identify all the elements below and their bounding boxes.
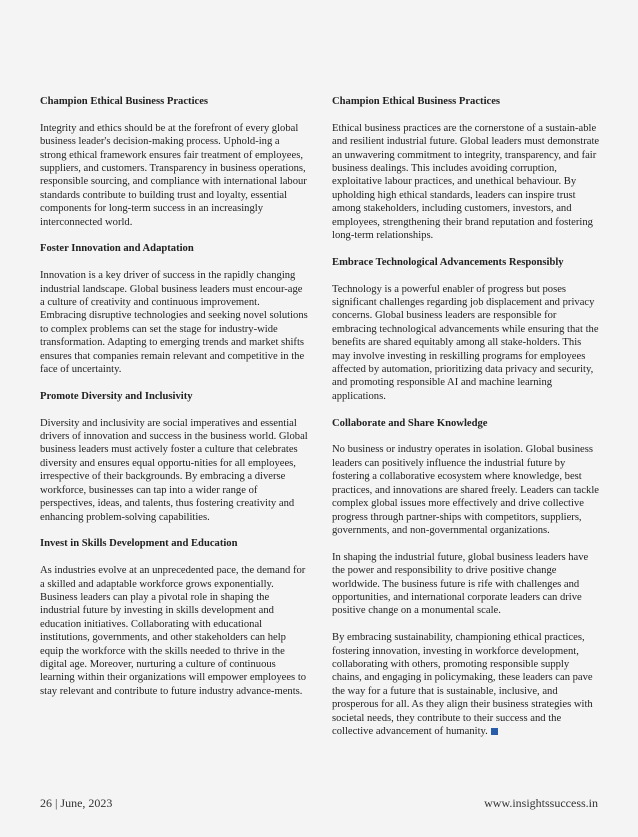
- section-heading: Promote Diversity and Inclusivity: [40, 390, 193, 402]
- section-paragraph: In shaping the industrial future, global business leaders have the power and responsibility to drive positive change worldwide. The business future is rife with challenges and opportunities, and international corporate leaders can drive positive change on a monumental scale.: [332, 551, 589, 617]
- right-column: [332, 95, 600, 785]
- section-paragraph: Innovation is a key driver of success in the rapidly changing industrial landscape. Global business leaders must encour-age a culture of creativity and continuous improvement. Embracing disruptive technologies and seeking novel solutions to complex problems can set the stage for industry-wide transformation. Adapting to emerging trends and market shifts ensures that companies remain relevant and competitive in the face of uncertainty.: [40, 270, 308, 376]
- section-heading: Invest in Skills Development and Education: [40, 538, 238, 550]
- website-url[interactable]: www.insightssuccess.in: [484, 796, 598, 810]
- section-heading: Champion Ethical Business Practices: [40, 96, 209, 107]
- section-heading: Collaborate and Share Knowledge: [332, 417, 488, 429]
- page-number-date: 26 | June, 2023: [40, 796, 113, 810]
- section-heading: Foster Innovation and Adaptation: [40, 243, 194, 255]
- article-end-square-icon: [491, 728, 498, 735]
- left-column: [40, 95, 308, 785]
- section-paragraph: Technology is a powerful enabler of progress but poses significant challenges regarding job displacement and privacy concerns. Global business leaders are responsible for embracing technological advancements while ensuring that the benefits are shared equitably among all stake-holders. This may involve investing in reskilling programs for employees affected by automation, prioritizing data privacy and security, and promoting responsible AI and machine learning applications.: [332, 283, 599, 402]
- section-paragraph: Ethical business practices are the cornerstone of a sustain-able and resilient industrial future. Global leaders must demonstrate an unwavering commitment to integrity, transparency, and fair business dealings. This includes avoiding corruption, exploitative labour practices, and unethical behaviour. By upholding high ethical standards, leaders can inspire trust among stakeholders, including customers, investors, and employees, strengthening their brand reputation and fostering long-term relationships.: [332, 122, 600, 242]
- section-paragraph: Integrity and ethics should be at the forefront of every global business leader's decision-making process. Uphold-ing a strong ethical framework ensures fair treatment of employees, suppliers, and customers. Transparency in business operations, responsible sourcing, and compliance with international labour standards contribute to building trust and loyalty, essential components for long-term success in an increasingly interconnected world.: [40, 122, 307, 228]
- section-paragraph: Diversity and inclusivity are social imperatives and essential drivers of innovation and success in the business world. Global business leaders must actively foster a culture that celebrates diversity and ensures equal opportu-nities for all employees, irrespective of their backgrounds. By embracing a diverse workforce, businesses can tap into a wider range of perspectives, ideas, and talents, thus fostering creativity and enhancing problem-solving capabilities.: [40, 417, 308, 523]
- section-paragraph: As industries evolve at an unprecedented pace, the demand for a skilled and adaptable workforce grows exponentially. Business leaders can play a pivotal role in shaping the industrial future by investing in skills development and education initiatives. Collaborating with educational institutions, governments, and other stakeholders can help equip the workforce with the skills needed to thrive in the digital age. Moreover, nurturing a culture of continuous learning within their organizations will empower employees to stay relevant and contribute to future industry advance-ments.: [40, 565, 307, 697]
- section-paragraph: No business or industry operates in isolation. Global business leaders can positively influence the industrial future by fostering a collaborative ecosystem where knowledge, best practices, and innovations are shared freely. Leaders can tackle complex global issues more effectively and drive collective progress through partner-ships with competitors, suppliers, governments, and non-governmental organizations.: [332, 444, 599, 536]
- article-body: [40, 95, 600, 785]
- section-heading: Embrace Technological Advancements Responsibly: [332, 256, 564, 268]
- closing-paragraph: [332, 631, 600, 738]
- closing-paragraph-text: By embracing sustainability, championing ethical practices, fostering innovation, investing in workforce development, collaborating with others, promoting responsible supply chains, and engaging in policymaking, these leaders can pave the way for a future that is sustainable, inclusive, and prosperous for all. As they align their business strategies with societal needs, they contribute to their success and the collective advancement of humanity.: [332, 632, 593, 737]
- page-footer: [40, 796, 598, 811]
- section-heading: Champion Ethical Business Practices: [332, 96, 501, 107]
